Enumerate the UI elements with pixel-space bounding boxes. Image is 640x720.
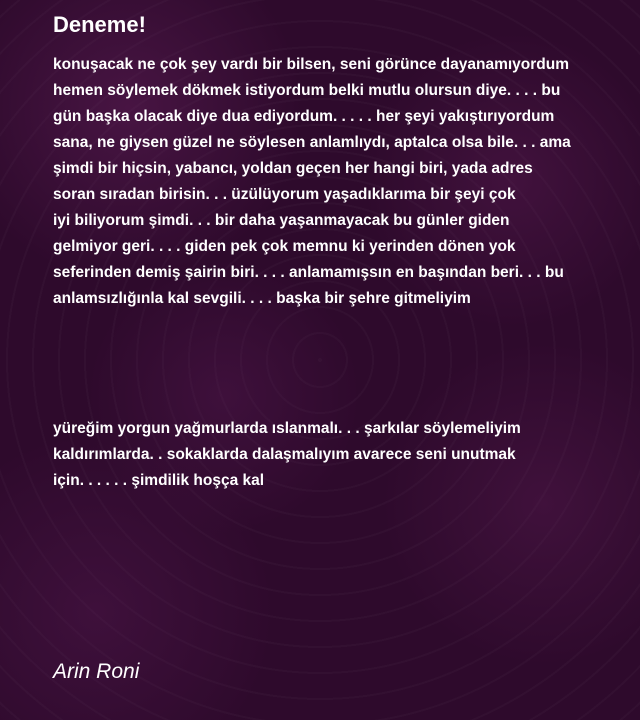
poem-line: gelmiyor geri. . . . giden pek çok memnu ki yerinden dönen yok	[53, 238, 516, 255]
poem-body	[53, 52, 613, 494]
poem-line: kaldırımlarda. . sokaklarda dalaşmalıyım avarece seni unutmak	[53, 446, 516, 463]
poem-line: seferinden demiş şairin biri. . . . anlamamışsın en başından beri. . . bu	[53, 264, 564, 281]
poem-line: sana, ne giysen güzel ne söylesen anlamlıydı, aptalca olsa bile. . . ama	[53, 134, 571, 151]
poem-line: anlamsızlığınla kal sevgili. . . . başka bir şehre gitmeliyim	[53, 290, 471, 307]
poem-title: Deneme!	[53, 12, 146, 37]
poem-stanza-2	[53, 416, 613, 494]
poem-stanza-1	[53, 52, 613, 312]
poem-line: hemen söylemek dökmek istiyordum belki mutlu olursun diye. . . . bu	[53, 82, 561, 99]
poem-line: iyi biliyorum şimdi. . . bir daha yaşanmayacak bu günler giden	[53, 212, 510, 229]
poem-line: şimdi bir hiçsin, yabancı, yoldan geçen her hangi biri, yada adres	[53, 160, 533, 177]
poem-line: konuşacak ne çok şey vardı bir bilsen, seni görünce dayanamıyordum	[53, 56, 569, 73]
poem-line: yüreğim yorgun yağmurlarda ıslanmalı. . . şarkılar söylemeliyim	[53, 420, 521, 437]
stanza-spacer	[53, 312, 613, 416]
poem-line: için. . . . . . şimdilik hoşça kal	[53, 472, 265, 489]
poem-line: soran sıradan birisin. . . üzülüyorum yaşadıklarıma bir şeyi çok	[53, 186, 516, 203]
poem-author: Arin Roni	[53, 660, 140, 683]
poem-line: gün başka olacak diye dua ediyordum. . . . . her şeyi yakıştırıyordum	[53, 108, 555, 125]
